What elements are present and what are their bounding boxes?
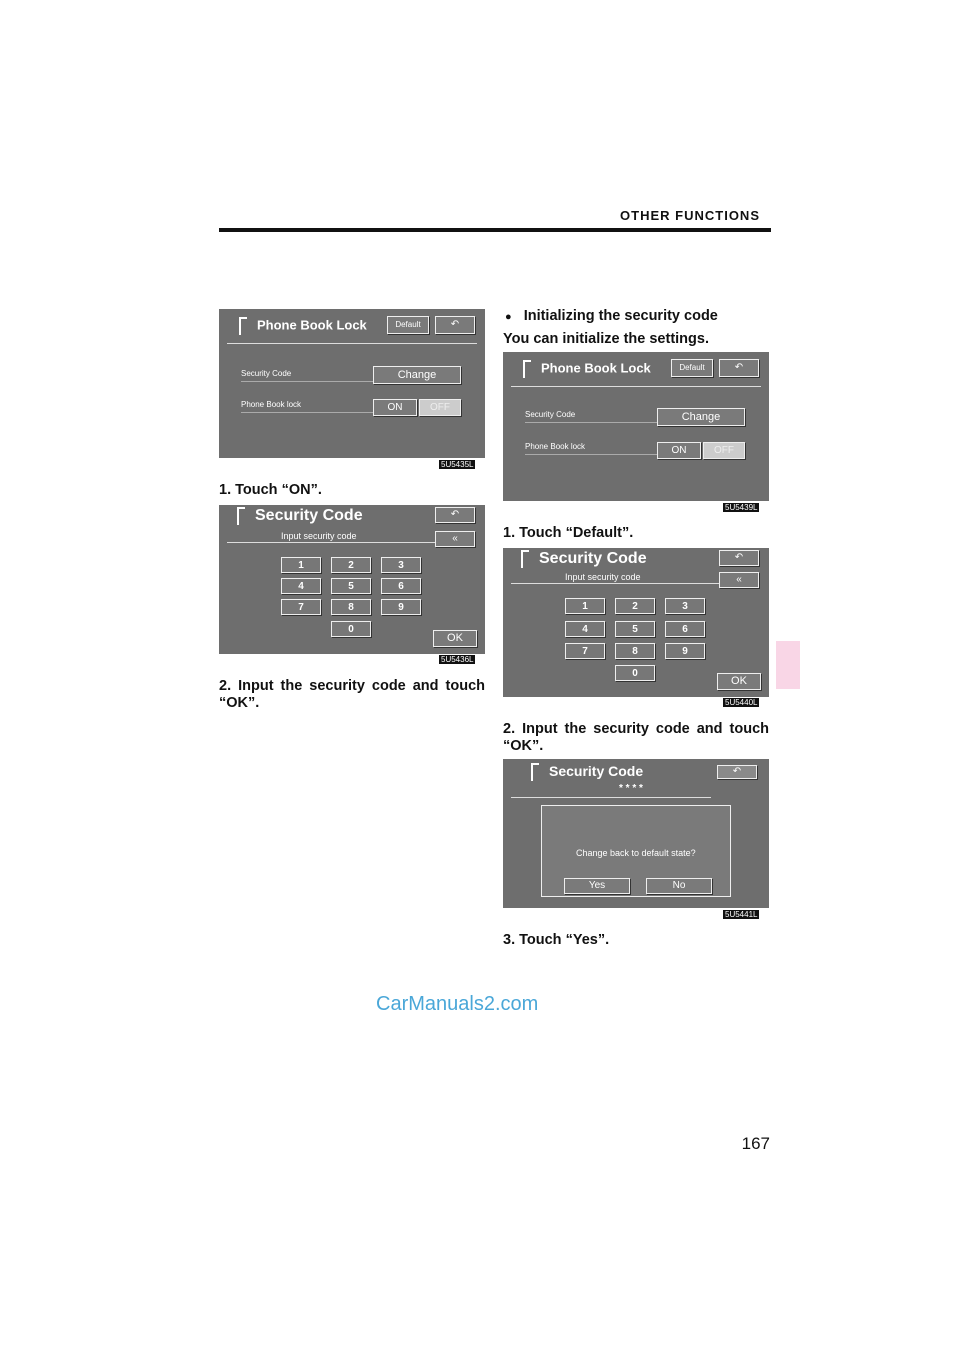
divider [511,386,761,387]
yes-button[interactable]: Yes [564,878,630,894]
key-3[interactable]: 3 [381,557,421,573]
phone-icon [521,550,529,568]
row-line [525,422,657,423]
heading-text: Initializing the security code [523,308,718,324]
row-line [525,454,657,455]
key-1[interactable]: 1 [565,598,605,614]
input-prompt: Input security code [565,572,641,582]
watermark-link[interactable]: CarManuals2.com [376,993,539,1015]
row-line [241,381,373,382]
screen-title [239,317,367,335]
default-button[interactable]: Default [671,359,713,377]
key-0[interactable]: 0 [331,621,371,637]
figure-code: 5U5436L [441,655,474,664]
key-4[interactable]: 4 [281,578,321,594]
confirm-dialog [541,805,731,897]
security-code-label: Security Code [241,369,292,378]
clear-button[interactable]: « [719,572,759,588]
step-1-text: 1. Touch “Default”. [503,525,634,541]
ok-button[interactable]: OK [433,630,477,647]
section-tab-marker [776,641,800,689]
security-code-keypad-screenshot [503,548,769,697]
key-8[interactable]: 8 [615,643,655,659]
dialog-message: Change back to default state? [576,848,696,858]
screen-title [523,360,651,378]
row-line [241,412,373,413]
key-7[interactable]: 7 [281,599,321,615]
screen-title-text: Phone Book Lock [541,360,651,376]
screen-title [237,507,363,525]
step-3-text: 3. Touch “Yes”. [503,932,610,948]
screen-title-text: Security Code [549,763,644,779]
off-button[interactable]: OFF [419,399,461,416]
on-button[interactable]: ON [373,399,417,416]
figure-code: 5U5435L [441,460,474,469]
step-2-text: 2. Input the security code and touch “OK”. [219,678,485,711]
key-3[interactable]: 3 [665,598,705,614]
key-1[interactable]: 1 [281,557,321,573]
no-button[interactable]: No [646,878,712,894]
key-2[interactable]: 2 [615,598,655,614]
key-4[interactable]: 4 [565,621,605,637]
phone-icon [237,507,245,525]
header-rule [219,228,771,232]
phone-book-lock-label: Phone Book lock [241,400,302,409]
divider [511,583,723,584]
change-button[interactable]: Change [373,366,461,384]
screen-title-text: Security Code [539,550,647,568]
input-prompt: Input security code [281,531,357,541]
section-heading [505,308,718,324]
key-9[interactable]: 9 [665,643,705,659]
security-code-label: Security Code [525,410,576,419]
back-button[interactable]: ↶ [719,359,759,377]
divider [227,542,439,543]
back-button[interactable]: ↶ [435,316,475,334]
default-button[interactable]: Default [387,316,429,334]
key-6[interactable]: 6 [665,621,705,637]
back-button[interactable]: ↶ [435,507,475,523]
off-button[interactable]: OFF [703,442,745,459]
bullet-icon: ● [505,311,512,323]
key-5[interactable]: 5 [331,578,371,594]
screen-title-text: Phone Book Lock [257,317,367,333]
back-button[interactable]: ↶ [719,550,759,566]
screen-title [521,550,647,568]
key-5[interactable]: 5 [615,621,655,637]
masked-code: * * * * [619,783,643,794]
phone-icon [523,360,531,378]
section-header: OTHER FUNCTIONS [620,208,760,223]
key-9[interactable]: 9 [381,599,421,615]
phone-icon [239,317,247,335]
phone-book-lock-screenshot [219,309,485,458]
back-button[interactable]: ↶ [717,765,757,779]
phone-book-lock-label: Phone Book lock [525,442,586,451]
on-button[interactable]: ON [657,442,701,459]
ok-button[interactable]: OK [717,673,761,690]
screen-title-text: Security Code [255,507,363,525]
key-2[interactable]: 2 [331,557,371,573]
key-8[interactable]: 8 [331,599,371,615]
key-0[interactable]: 0 [615,665,655,681]
screen-title [531,763,643,781]
divider [511,797,711,798]
phone-book-lock-screenshot [503,352,769,501]
intro-text: You can initialize the settings. [503,331,709,347]
phone-icon [531,763,539,781]
figure-code: 5U5441L [725,910,758,919]
step-1-text: 1. Touch “ON”. [219,482,322,498]
key-6[interactable]: 6 [381,578,421,594]
default-confirmation-screenshot [503,759,769,908]
change-button[interactable]: Change [657,408,745,426]
key-7[interactable]: 7 [565,643,605,659]
step-2-text: 2. Input the security code and touch “OK”. [503,721,769,754]
figure-code: 5U5439L [725,503,758,512]
clear-button[interactable]: « [435,531,475,547]
security-code-keypad-screenshot [219,505,485,654]
page-number: 167 [741,1134,770,1153]
figure-code: 5U5440L [725,698,758,707]
divider [227,343,477,344]
